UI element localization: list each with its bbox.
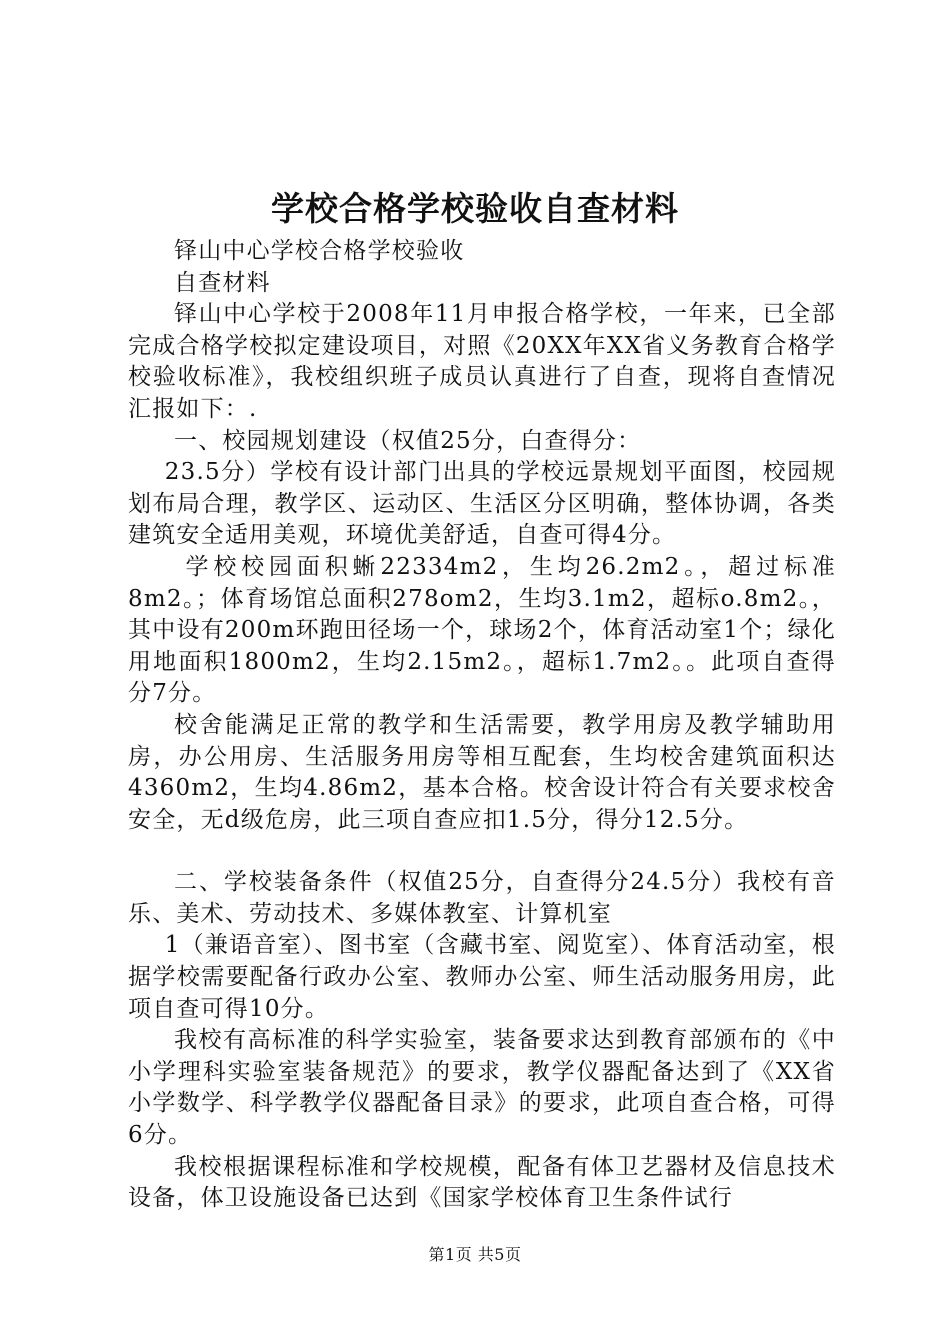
paragraph-science-lab: 我校有高标准的科学实验室，装备要求达到教育部颁布的《中小学理科实验室装备规范》的要求，教学仪器配备达到了《XX省小学数学、科学教学仪器配备目录》的要求，此项自查合格，可得6分。 (128, 1027, 836, 1149)
paragraph-campus-area: 学校校园面积蜥22334m2，生均26.2m2。，超过标准8m2。；体育场馆总面积278om2，生均3.1m2，超标o.8m2。，其中设有200m环跑田径场一个，球场2个，体育活动室1个；绿化用地面积1800m2，生均2.15m2。，超标1.7m2。。此项自查得分7分。 (128, 553, 836, 707)
paragraph-school-buildings: 校舍能满足正常的教学和生活需要，教学用房及教学辅助用房，办公用房、生活服务用房等相互配套，生均校舍建筑面积达4360m2，生均4.86m2，基本合格。校舍设计符合有关要求校舍安全，无d级危房，此三项自查应扣1.5分，得分12.5分。 (128, 711, 836, 833)
paragraph-intro: 铎山中心学校于2008年11月申报合格学校，一年来，已全部完成合格学校拟定建设项目，对照《20XX年XX省义务教育合格学校验收标准》，我校组织班子成员认真进行了自查，现将自查情况汇报如下：. (128, 301, 836, 422)
document-title: 学校合格学校验收自查材料 (271, 189, 679, 228)
paragraph-section-2-heading: 二、学校装备条件（权值25分，自查得分24.5分）我校有音乐、美术、劳动技术、多媒体教室、计算机室 (128, 869, 836, 927)
page-number: 第1页 共5页 (428, 1245, 522, 1264)
document-body (128, 236, 836, 1215)
paragraph-equipment: 我校根据课程标准和学校规模，配备有体卫艺器材及信息技术设备，体卫设施设备已达到《国家学校体育卫生条件试行 (128, 1153, 836, 1212)
paragraph-gap (128, 836, 836, 867)
paragraph-subtitle: 自查材料 (174, 269, 271, 296)
paragraph-school-name: 铎山中心学校合格学校验收 (174, 238, 465, 264)
paragraph-section-1-heading: 一、校园规划建设（权值25分，白查得分： (174, 427, 642, 454)
paragraph-section-1-campus-planning: 23.5分）学校有设计部门出具的学校远景规划平面图，校园规划布局合理，教学区、运动区、生活区分区明确，整体协调，各类建筑安全适用美观，环境优美舒适，自查可得4分。 (128, 459, 836, 549)
paragraph-section-2-rooms: 1（兼语音室）、图书室（含藏书室、阅览室）、体育活动室，根据学校需要配备行政办公室、教师办公室、师生活动服务用房，此项自查可得10分。 (128, 932, 836, 1022)
